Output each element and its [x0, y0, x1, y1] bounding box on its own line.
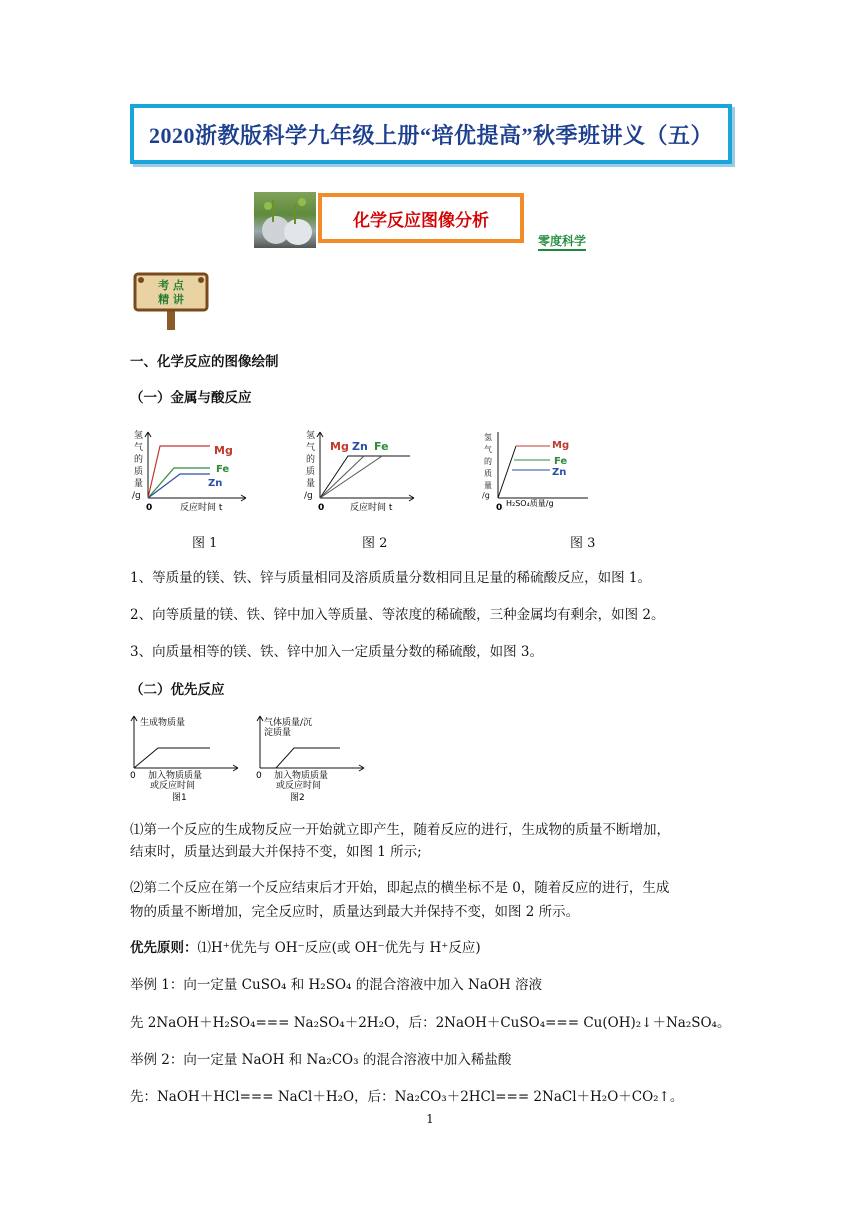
signpost-icon — [133, 270, 211, 330]
metal-figure-2 — [302, 426, 422, 516]
svg-text:加入物质质量: 加入物质质量 — [148, 771, 203, 781]
svg-text:质: 质 — [306, 467, 316, 477]
svg-text:0: 0 — [496, 503, 503, 513]
metal-figure-3 — [480, 426, 600, 516]
svg-text:氢: 氢 — [306, 431, 316, 441]
fe-label: Fe — [216, 464, 230, 475]
subsection-heading-2: （二）优先反应 — [130, 682, 225, 698]
paragraph-1-line-2: 结束时，质量达到最大并保持不变，如图 1 所示; — [130, 844, 422, 860]
page-number: 1 — [426, 1112, 434, 1126]
priority-figure-2 — [254, 714, 366, 806]
figure-caption-2: 图 2 — [362, 536, 388, 551]
svg-text:0: 0 — [146, 503, 153, 513]
svg-text:氢: 氢 — [484, 433, 492, 442]
section-heading: 一、化学反应的图像绘制 — [130, 354, 279, 370]
svg-text:Zn: Zn — [552, 467, 567, 478]
svg-text:质: 质 — [134, 467, 144, 477]
principle-text: ⑴H⁺优先与 OH⁻反应(或 OH⁻优先与 H⁺反应) — [197, 940, 481, 956]
svg-text:Fe: Fe — [374, 440, 389, 453]
priority-figure-1 — [128, 714, 240, 806]
svg-text:H₂SO₄质量/g: H₂SO₄质量/g — [506, 499, 554, 508]
paragraph-2-line-2: 物的质量不断增加，完全反应时，质量达到最大并保持不变，如图 2 所示。 — [130, 904, 580, 920]
svg-text:或反应时间: 或反应时间 — [150, 781, 196, 791]
svg-text:的: 的 — [134, 455, 144, 465]
title-box — [130, 104, 732, 164]
figure-caption-3: 图 3 — [570, 536, 596, 551]
subsection-heading-1: （一）金属与酸反应 — [130, 390, 252, 406]
svg-text:气: 气 — [134, 443, 144, 453]
vase-image — [254, 192, 316, 248]
svg-text:的: 的 — [306, 455, 316, 465]
svg-text:气: 气 — [306, 443, 316, 453]
mg-label: Mg — [214, 444, 233, 457]
svg-text:0: 0 — [130, 771, 136, 781]
svg-text:量: 量 — [484, 481, 492, 490]
svg-text:量: 量 — [306, 479, 316, 489]
example-1-equation: 先 2NaOH＋H₂SO₄=== Na₂SO₄＋2H₂O，后：2NaOH＋CuSO₄=== Cu(OH)₂↓＋Na₂SO₄。 — [130, 1015, 731, 1031]
svg-text:气体质量/沉: 气体质量/沉 — [264, 718, 313, 728]
svg-text:氢: 氢 — [134, 431, 144, 441]
svg-text:生成物质量: 生成物质量 — [140, 718, 186, 728]
banner-photo — [254, 192, 316, 248]
svg-text:/g: /g — [304, 491, 313, 501]
svg-text:加入物质质量: 加入物质质量 — [274, 771, 329, 781]
list-item: 2、向等质量的镁、铁、锌中加入等质量、等浓度的稀硫酸，三种金属均有剩余，如图 2。 — [130, 607, 665, 623]
svg-text:Fe: Fe — [554, 456, 568, 467]
svg-text:Zn: Zn — [352, 440, 368, 453]
sign-line1: 考 点 — [158, 279, 184, 292]
list-item: 3、向质量相等的镁、铁、锌中加入一定质量分数的稀硫酸，如图 3。 — [130, 644, 543, 660]
sign-line2: 精 讲 — [158, 293, 184, 306]
zn-label: Zn — [208, 478, 223, 489]
example-1: 举例 1：向一定量 CuSO₄ 和 H₂SO₄ 的混合溶液中加入 NaOH 溶液 — [130, 977, 542, 993]
svg-text:反应时间 t: 反应时间 t — [180, 503, 223, 513]
svg-text:Mg: Mg — [552, 440, 570, 451]
paragraph-1-line-1: ⑴第一个反应的生成物反应一开始就立即产生，随着反应的进行，生成物的质量不断增加， — [130, 822, 670, 838]
svg-text:Mg: Mg — [330, 440, 349, 453]
page-title: 2020浙教版科学九年级上册“培优提高”秋季班讲义（五） — [148, 122, 713, 148]
banner-tag: 零度科学 — [538, 232, 586, 251]
banner-box — [318, 193, 524, 243]
banner-label: 化学反应图像分析 — [353, 210, 489, 231]
svg-text:的: 的 — [484, 457, 492, 466]
svg-text:反应时间 t: 反应时间 t — [350, 503, 393, 513]
priority-caption-1: 图1 — [172, 793, 187, 803]
figure-caption-1: 图 1 — [192, 536, 218, 551]
metal-figure-1 — [130, 426, 250, 516]
example-2: 举例 2：向一定量 NaOH 和 Na₂CO₃ 的混合溶液中加入稀盐酸 — [130, 1052, 512, 1068]
example-2-equation: 先：NaOH＋HCl=== NaCl＋H₂O，后：Na₂CO₃＋2HCl=== 2NaCl＋H₂O＋CO₂↑。 — [130, 1089, 684, 1105]
principle-line — [130, 938, 481, 958]
svg-text:或反应时间: 或反应时间 — [276, 781, 322, 791]
svg-text:气: 气 — [484, 445, 492, 454]
priority-caption-2: 图2 — [290, 793, 305, 803]
svg-text:0: 0 — [318, 503, 325, 513]
paragraph-2-line-1: ⑵第二个反应在第一个反应结束后才开始，即起点的横坐标不是 0，随着反应的进行，生成 — [130, 880, 670, 896]
svg-text:量: 量 — [134, 479, 144, 489]
svg-text:质: 质 — [484, 469, 492, 478]
svg-text:/g: /g — [482, 491, 490, 500]
svg-text:淀质量: 淀质量 — [264, 728, 292, 738]
svg-text:0: 0 — [256, 771, 262, 781]
list-item: 1、等质量的镁、铁、锌与质量相同及溶质质量分数相同且足量的稀硫酸反应，如图 1。 — [130, 570, 651, 586]
principle-label: 优先原则： — [130, 940, 198, 956]
svg-text:/g: /g — [132, 491, 141, 501]
